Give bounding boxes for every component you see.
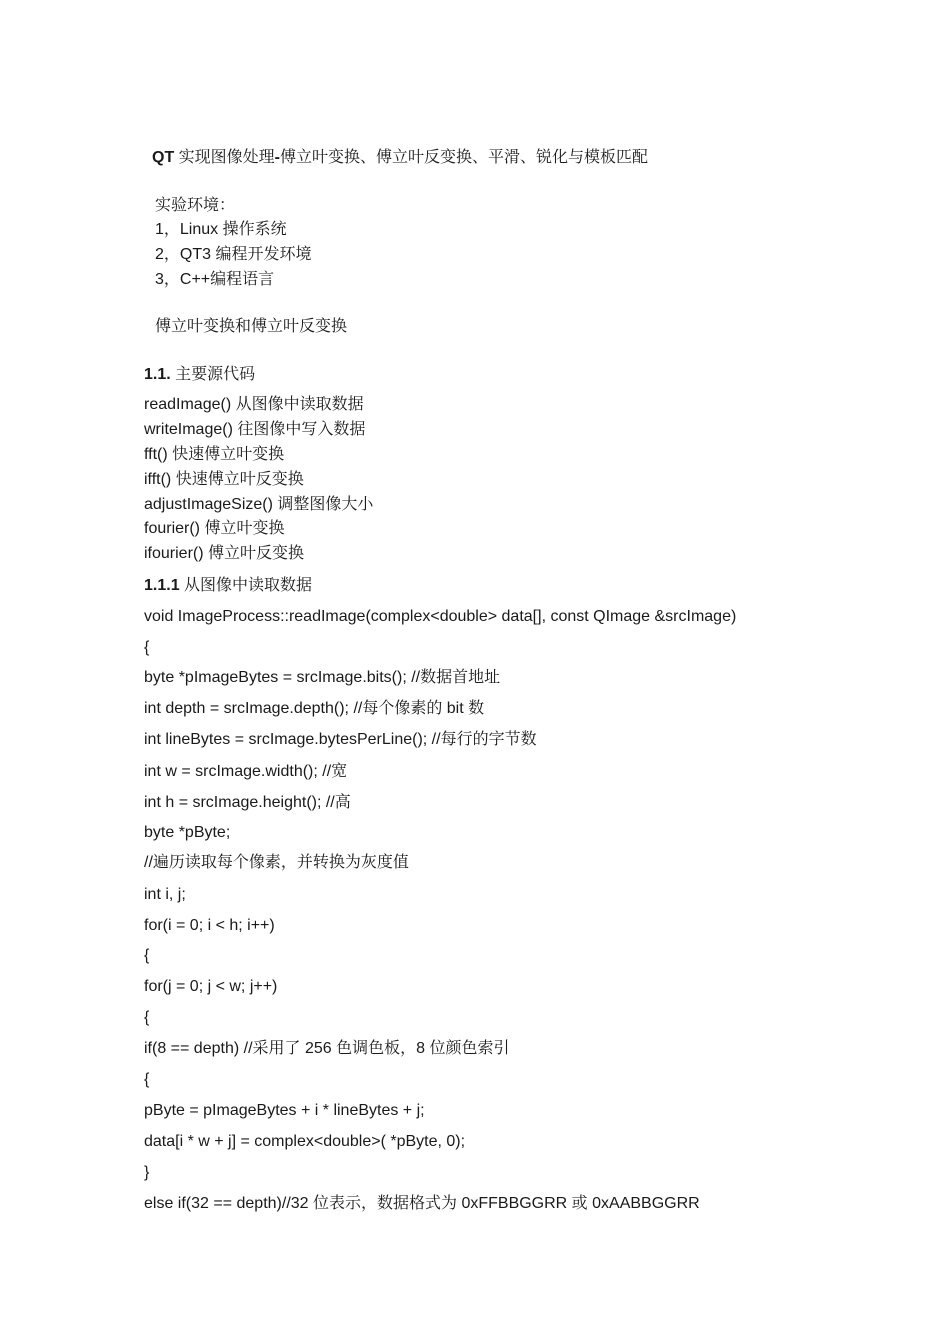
function-item: ifourier() 傅立叶反变换	[144, 545, 305, 562]
code-line: int i, j;	[144, 886, 186, 903]
title-prefix: QT	[152, 149, 175, 166]
code-line: if(8 == depth) //采用了 256 色调色板，8 位颜色索引	[144, 1040, 510, 1057]
code-line: int h = srcImage.height(); //高	[144, 794, 351, 811]
function-item: writeImage() 往图像中写入数据	[144, 421, 366, 438]
code-line: {	[144, 1071, 150, 1088]
code-line: for(i = 0; i < h; i++)	[144, 917, 275, 934]
section-label: 从图像中读取数据	[179, 577, 313, 594]
environment-heading: 实验环境：	[155, 197, 236, 214]
code-line: pByte = pImageBytes + i * lineBytes + j;	[144, 1102, 425, 1119]
code-line: int lineBytes = srcImage.bytesPerLine(); //每行的字节数	[144, 731, 537, 748]
function-item: fourier() 傅立叶变换	[144, 520, 285, 537]
section-heading-1-1-1	[144, 576, 312, 596]
code-line: int depth = srcImage.depth(); //每个像素的 bit 数	[144, 700, 485, 717]
code-line: {	[144, 947, 150, 964]
section-number: 1.1.	[144, 366, 171, 383]
title-text: 实现图像处理	[174, 149, 275, 166]
section-title: 傅立叶变换和傅立叶反变换	[155, 318, 348, 335]
section-heading-1-1	[144, 365, 255, 385]
code-line: else if(32 == depth)//32 位表示，数据格式为 0xFFBBGGRR 或 0xAABBGGRR	[144, 1195, 700, 1212]
environment-item: 1，Linux 操作系统	[155, 221, 287, 238]
code-line: int w = srcImage.width(); //宽	[144, 763, 348, 780]
function-item: ifft() 快速傅立叶反变换	[144, 471, 304, 488]
code-line: {	[144, 1009, 150, 1026]
code-line: void ImageProcess::readImage(complex<double> data[], const QImage &srcImage)	[144, 608, 737, 625]
code-line: //遍历读取每个像素，并转换为灰度值	[144, 854, 409, 871]
code-line: {	[144, 639, 150, 656]
code-line: byte *pByte;	[144, 824, 231, 841]
function-item: readImage() 从图像中读取数据	[144, 396, 364, 413]
environment-item: 2，QT3 编程开发环境	[155, 246, 312, 263]
function-item: fft() 快速傅立叶变换	[144, 446, 285, 463]
document-title	[152, 148, 648, 168]
title-rest: 傅立叶变换、傅立叶反变换、平滑、锐化与模板匹配	[280, 149, 649, 166]
code-line: byte *pImageBytes = srcImage.bits(); //数据首地址	[144, 669, 501, 686]
code-line: }	[144, 1164, 150, 1181]
code-line: data[i * w + j] = complex<double>( *pByte, 0);	[144, 1133, 466, 1150]
code-line: for(j = 0; j < w; j++)	[144, 978, 278, 995]
section-number: 1.1.1	[144, 577, 180, 594]
function-item: adjustImageSize() 调整图像大小	[144, 496, 374, 513]
section-label: 主要源代码	[170, 366, 256, 383]
title-dash: -	[274, 149, 280, 166]
environment-item: 3，C++编程语言	[155, 271, 275, 288]
